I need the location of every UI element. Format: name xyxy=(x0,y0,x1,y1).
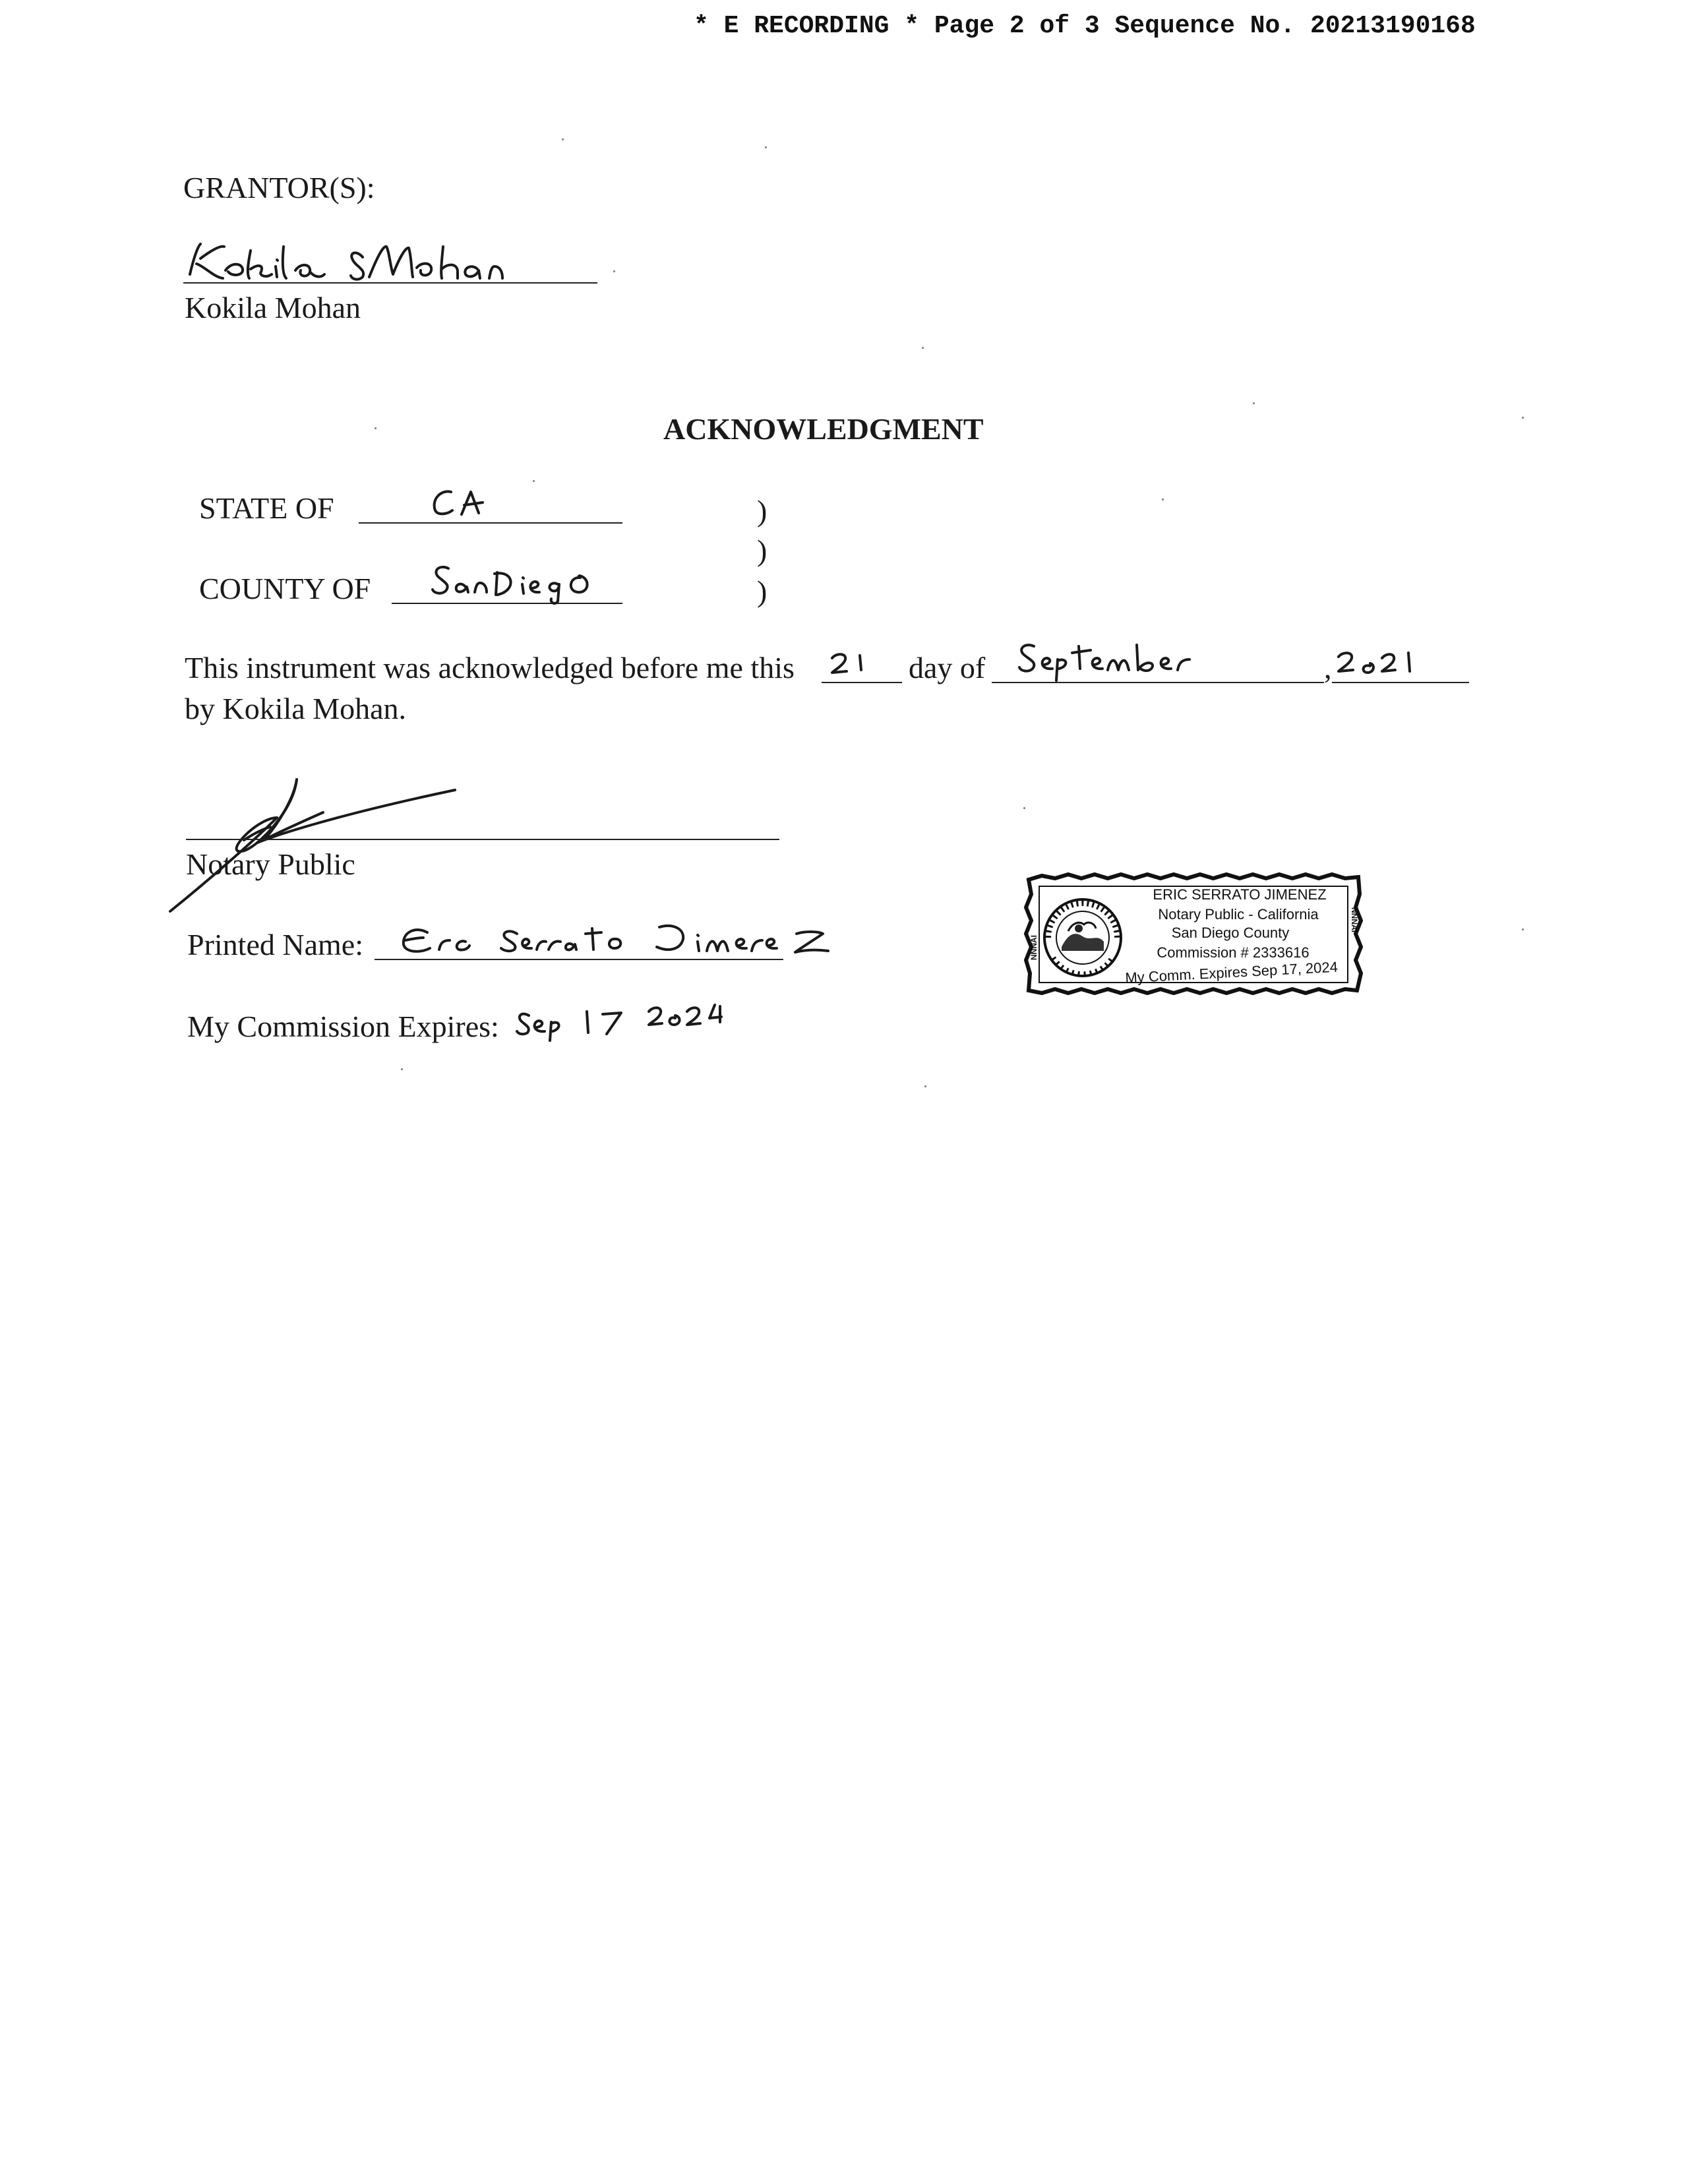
recording-header: * E RECORDING * Page 2 of 3 Sequence No. 20213190168 xyxy=(694,12,1476,40)
scan-speck xyxy=(1522,928,1524,930)
scan-speck xyxy=(922,347,924,349)
notary-stamp xyxy=(1022,868,1365,1000)
stamp-name: ERIC SERRATO JIMENEZ xyxy=(1153,886,1327,903)
stamp-title: Notary Public - California xyxy=(1158,906,1319,923)
state-seal-icon xyxy=(1044,899,1121,976)
date-comma: , xyxy=(1324,651,1332,684)
grantor-signature-line xyxy=(183,282,597,284)
acknowledgment-title: ACKNOWLEDGMENT xyxy=(663,412,984,446)
state-label: STATE OF xyxy=(199,491,334,525)
month-handwritten xyxy=(1015,640,1213,682)
day-handwritten xyxy=(827,649,880,678)
by-line: by Kokila Mohan. xyxy=(185,692,407,725)
year-handwritten xyxy=(1335,649,1427,681)
stamp-side-right: NNNAI xyxy=(1350,907,1359,932)
acknowledged-sentence: This instrument was acknowledged before me this xyxy=(185,651,795,684)
scan-speck xyxy=(401,1068,403,1070)
day-of-label: day of xyxy=(909,651,986,684)
bracket-paren-3: ) xyxy=(757,574,768,608)
scan-speck xyxy=(613,270,615,272)
stamp-expires: My Comm. Expires Sep 17, 2024 xyxy=(1124,958,1339,986)
commission-expires-handwritten xyxy=(514,1002,738,1042)
scan-speck xyxy=(562,138,564,140)
scan-speck xyxy=(375,427,377,429)
year-line xyxy=(1332,682,1469,683)
scan-speck xyxy=(1522,417,1524,419)
stamp-side-left: NNNAI xyxy=(1029,935,1039,960)
scan-speck xyxy=(1162,499,1164,501)
bracket-paren-1: ) xyxy=(757,494,768,528)
scan-speck xyxy=(765,146,767,148)
month-line xyxy=(992,682,1324,683)
state-line xyxy=(359,522,622,524)
notary-signature-line xyxy=(186,839,779,840)
stamp-county: San Diego County xyxy=(1171,925,1290,941)
county-label: COUNTY OF xyxy=(199,572,371,605)
grantor-printed-name: Kokila Mohan xyxy=(185,291,361,324)
printed-name-label: Printed Name: xyxy=(187,928,363,961)
scan-speck xyxy=(1023,807,1025,809)
county-handwritten xyxy=(429,562,626,608)
scan-speck xyxy=(533,480,535,482)
scan-speck xyxy=(924,1085,926,1087)
printed-name-handwritten xyxy=(396,919,844,963)
notary-public-label: Notary Public xyxy=(186,847,355,881)
stamp-commission: Commission # 2333616 xyxy=(1157,944,1310,961)
day-line xyxy=(822,682,902,683)
scan-speck xyxy=(1253,402,1255,404)
grantor-label: GRANTOR(S): xyxy=(183,171,375,204)
bracket-paren-2: ) xyxy=(757,533,768,567)
commission-expires-label: My Commission Expires: xyxy=(187,1010,499,1043)
state-handwritten xyxy=(427,487,500,522)
